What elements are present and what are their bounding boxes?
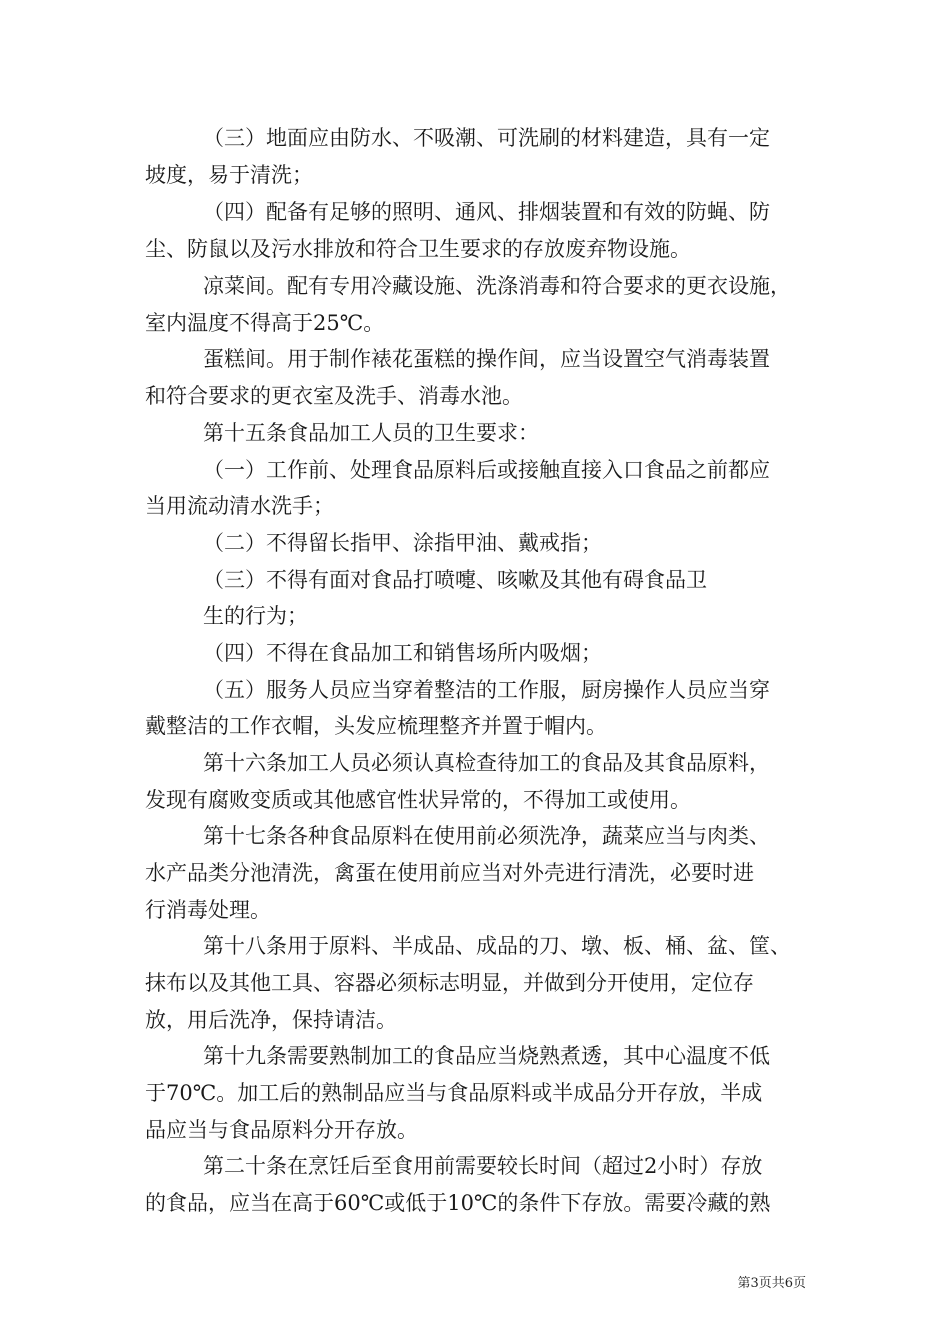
text-line: 放，用后洗净，保持请洁。: [145, 1008, 397, 1032]
text-line: 的食品，应当在高于60℃或低于10℃的条件下存放。需要冷藏的熟: [145, 1191, 771, 1215]
text-line: 坡度，易于清洗；: [145, 163, 313, 187]
text-line: 当用流动清水洗手；: [145, 494, 334, 518]
text-line: 发现有腐败变质或其他感官性状异常的，不得加工或使用。: [145, 788, 691, 812]
text-line: 第二十条在烹饪后至食用前需要较长时间（超过2小时）存放: [203, 1154, 763, 1178]
text-line: 凉菜间。配有专用冷藏设施、洗涤消毒和符合要求的更衣设施，: [203, 274, 791, 298]
text-line: 第十九条需要熟制加工的食品应当烧熟煮透，其中心温度不低: [203, 1044, 770, 1068]
text-line: 品应当与食品原料分开存放。: [145, 1118, 418, 1142]
text-line: 第十五条食品加工人员的卫生要求：: [203, 421, 539, 445]
text-line: 和符合要求的更衣室及洗手、消毒水池。: [145, 384, 523, 408]
text-line: （四）不得在食品加工和销售场所内吸烟；: [203, 641, 602, 665]
text-line: 戴整洁的工作衣帽，头发应梳理整齐并置于帽内。: [145, 714, 607, 738]
text-line: 于70℃。加工后的熟制品应当与食品原料或半成品分开存放，半成: [145, 1081, 763, 1105]
text-line: 尘、防鼠以及污水排放和符合卫生要求的存放废弃物设施。: [145, 237, 691, 261]
text-line: （五）服务人员应当穿着整洁的工作服，厨房操作人员应当穿: [203, 678, 770, 702]
text-line: （三）地面应由防水、不吸潮、可洗刷的材料建造，具有一定: [203, 126, 770, 150]
text-line: 室内温度不得高于25℃。: [145, 311, 385, 335]
text-line: （四）配备有足够的照明、通风、排烟装置和有效的防蝇、防: [203, 200, 770, 224]
text-line: 第十六条加工人员必须认真检查待加工的食品及其食品原料，: [203, 751, 770, 775]
text-line: 第十八条用于原料、半成品、成品的刀、墩、板、桶、盆、筐、: [203, 934, 791, 958]
text-line: 水产品类分池清洗，禽蛋在使用前应当对外壳进行清洗，必要时进: [145, 861, 754, 885]
text-line: 抹布以及其他工具、容器必须标志明显，并做到分开使用，定位存: [145, 971, 754, 995]
text-line: （三）不得有面对食品打喷嚏、咳嗽及其他有碍食品卫: [203, 568, 707, 592]
text-line: （二）不得留长指甲、涂指甲油、戴戒指；: [203, 531, 602, 555]
page-number: 第3页共6页: [737, 1276, 806, 1291]
text-line: 第十七条各种食品原料在使用前必须洗净，蔬菜应当与肉类、: [203, 824, 770, 848]
text-line: （一）工作前、处理食品原料后或接触直接入口食品之前都应: [203, 458, 770, 482]
text-line: 行消毒处理。: [145, 898, 271, 922]
text-line: 生的行为；: [203, 604, 308, 628]
text-line: 蛋糕间。用于制作裱花蛋糕的操作间，应当设置空气消毒装置: [203, 347, 770, 371]
